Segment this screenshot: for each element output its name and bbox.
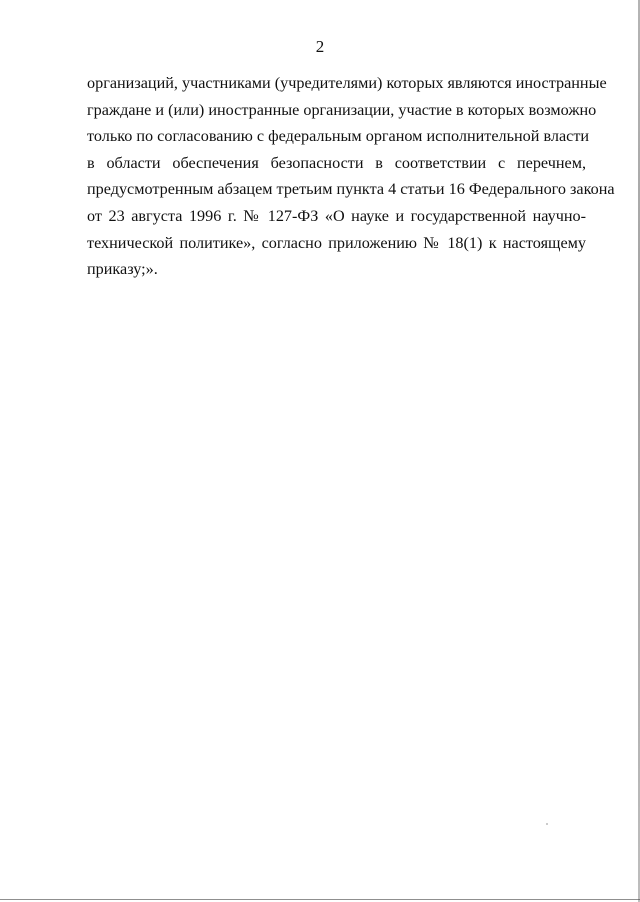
text-line: организаций, участниками (учредителями) которых являются иностранные	[87, 74, 607, 92]
page-number: 2	[315, 37, 325, 56]
text-line: технической политике», согласно приложению № 18(1) к настоящему	[87, 233, 586, 252]
scan-edge-bottom	[0, 899, 640, 900]
text-line: только по согласованию с федеральным органом исполнительной власти	[87, 127, 590, 146]
scan-speck	[546, 823, 548, 825]
text-line-last: приказу;».	[87, 260, 158, 279]
text-line: в области обеспечения безопасности в соответствии с перечнем,	[87, 153, 586, 172]
text-line: граждане и (или) иностранные организации, участие в которых возможно	[87, 100, 597, 119]
text-line: предусмотренным абзацем третьим пункта 4 статьи 16 Федерального закона	[87, 180, 615, 199]
text-line: от 23 августа 1996 г. № 127-ФЗ «О науке и государственной научно-	[87, 206, 586, 225]
body-paragraph	[87, 70, 615, 283]
